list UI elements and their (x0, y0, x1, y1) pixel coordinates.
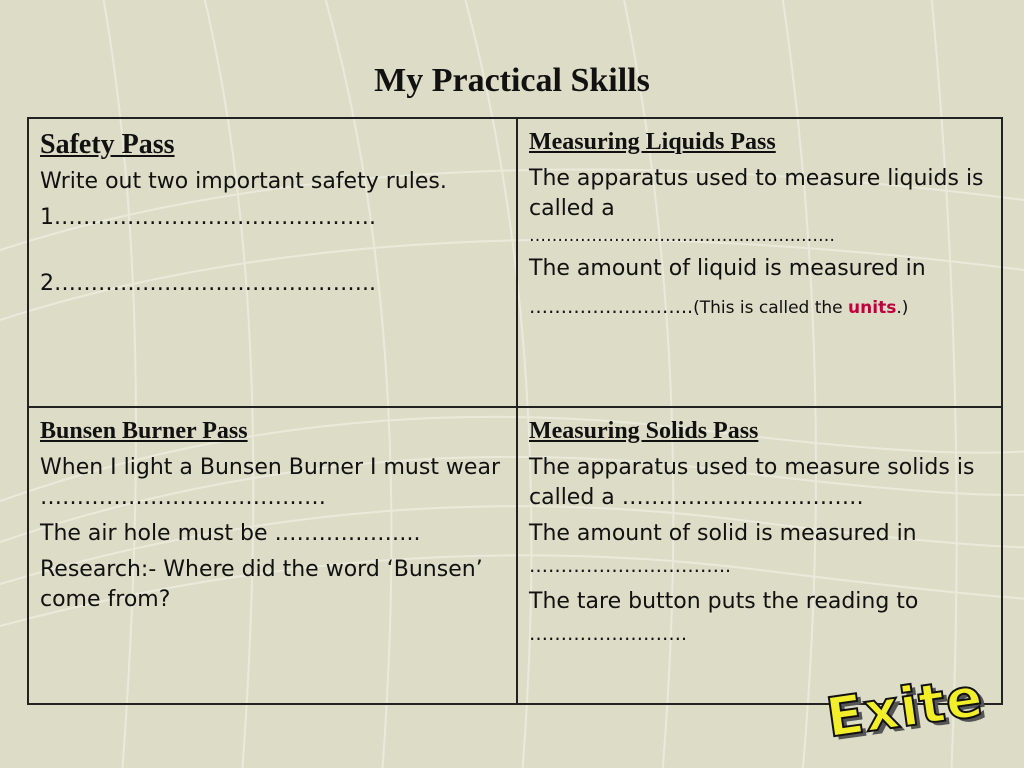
solids-units-blank: ………………………….. (529, 555, 732, 577)
bunsen-air-hole-question: The air hole must be ……………….. (40, 521, 421, 546)
bunsen-burner-pass-cell (29, 408, 518, 703)
safety-pass-heading: Safety Pass (40, 129, 175, 160)
liquids-measure-question: The amount of liquid is measured in (529, 256, 926, 281)
units-highlight: units (848, 298, 897, 318)
bunsen-burner-pass-heading: Bunsen Burner Pass (40, 418, 248, 444)
solids-apparatus-question: The apparatus used to measure solids is called a …………………………… (529, 455, 975, 510)
units-note-prefix: (This is called the (693, 298, 849, 318)
measuring-liquids-pass-heading: Measuring Liquids Pass (529, 129, 776, 155)
safety-pass-cell (29, 119, 518, 408)
liquids-units-blank: …………………….. (529, 296, 694, 318)
exite-logo[interactable]: Exite (822, 665, 988, 750)
liquids-apparatus-blank: ……………………………………………… (529, 226, 835, 246)
measuring-solids-pass-cell (518, 408, 1001, 703)
solids-measure-question: The amount of solid is measured in (529, 521, 917, 546)
safety-pass-instruction: Write out two important safety rules. (40, 169, 447, 194)
page-title: My Practical Skills (374, 62, 650, 99)
liquids-apparatus-question: The apparatus used to measure liquids is called a (529, 166, 984, 221)
measuring-solids-pass-heading: Measuring Solids Pass (529, 418, 759, 444)
bunsen-research-question: Research:- Where did the word ‘Bunsen’ come from? (40, 557, 483, 612)
measuring-liquids-pass-cell (518, 119, 1001, 408)
skills-table (27, 117, 1003, 705)
safety-rule-2-blank: 2…………………………………….. (40, 271, 376, 296)
safety-rule-1-blank: 1.……………………………………. (40, 205, 376, 230)
tare-button-question: The tare button puts the reading to (529, 589, 919, 614)
units-note-suffix: .) (896, 298, 909, 318)
tare-button-blank: ……………………. (529, 623, 688, 645)
liquids-units-line (529, 292, 991, 323)
bunsen-wear-question: When I light a Bunsen Burner I must wear ………………………………… (40, 455, 500, 510)
